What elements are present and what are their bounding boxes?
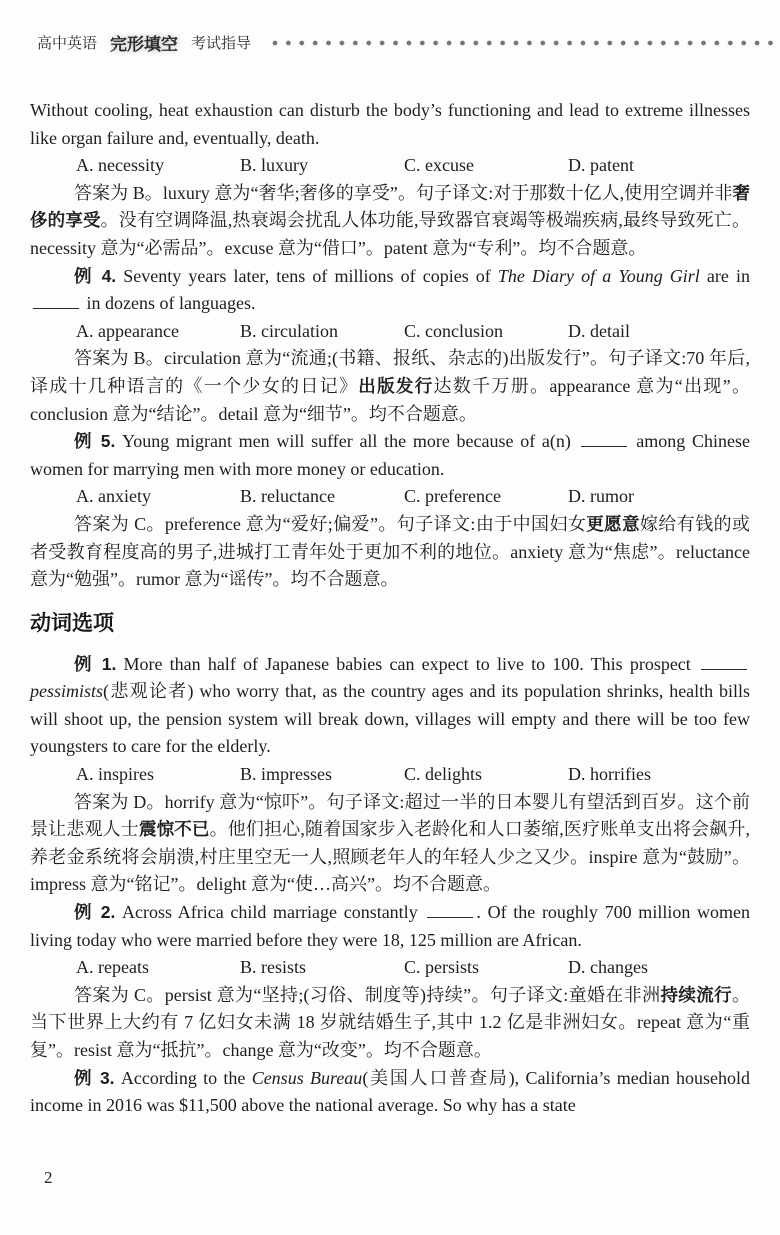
text-run: 例 4. xyxy=(74,265,117,286)
section-heading: 动词选项 xyxy=(30,611,114,635)
text-run: 例 3. xyxy=(74,1067,115,1088)
header-topic-label: 完形填空 xyxy=(110,35,179,54)
page-footer xyxy=(44,1168,53,1188)
text-run: Across Africa child marriage constantly xyxy=(115,902,425,923)
page-body xyxy=(30,97,750,1120)
text-run: . Of the roughly 700 million women living today who were married before they were 18, 125 million are African. xyxy=(30,902,750,950)
answer-paragraph xyxy=(30,511,750,594)
option: D. changes xyxy=(568,957,648,978)
text-run: Seventy years later, tens of millions of copies of xyxy=(116,265,498,286)
option: A. repeats xyxy=(76,957,149,978)
text-run: 答案为 B。circulation 意为“流通;(书籍、报纸、杂志的)出版发行”。句子译文:70 年后,译成十几种语言的《一个少女的日记》 xyxy=(30,348,750,396)
options-row xyxy=(30,152,750,180)
option: D. patent xyxy=(568,155,634,176)
header-course-label: 高中英语 xyxy=(37,35,98,52)
option: A. necessity xyxy=(76,155,164,176)
example-paragraph xyxy=(30,899,750,954)
answer-paragraph xyxy=(30,180,750,263)
running-head xyxy=(37,30,780,55)
option: C. delights xyxy=(404,764,483,785)
text-run: 例 2. xyxy=(74,902,116,923)
answer-paragraph xyxy=(30,345,750,428)
option: B. luxury xyxy=(240,155,309,176)
text-run: 例 5. xyxy=(74,431,116,452)
example-paragraph xyxy=(30,263,750,318)
example-paragraph xyxy=(30,651,750,761)
text-run: 例 1. xyxy=(74,653,117,674)
text-run: 更愿意 xyxy=(586,513,640,534)
text-run: The Diary of a Young Girl xyxy=(497,265,700,286)
answer-blank xyxy=(33,291,79,309)
text-run: 答案为 C。persist 意为“坚持;(习俗、制度等)持续”。句子译文:童婚在非洲 xyxy=(74,984,661,1005)
option: C. conclusion xyxy=(404,320,503,341)
passage-paragraph xyxy=(30,97,750,152)
option: B. reluctance xyxy=(240,486,335,507)
text-run: (美国人口普查局), California’s median household income in 2016 was $11,500 above the national average. So why has a state xyxy=(30,1067,750,1116)
text-run: 持续流行 xyxy=(660,984,733,1005)
dotted-leader xyxy=(269,37,780,49)
text-run: are in xyxy=(699,265,750,286)
answer-blank xyxy=(427,900,473,918)
text-run: Without cooling, heat exhaustion can disturb the body’s functioning and lead to extreme illnesses like organ failure and, eventually, death. xyxy=(30,100,750,148)
text-run: 答案为 D。horrify 意为“惊吓”。句子译文:超过一半的日本婴儿有望活到百岁。这个前景让悲观人士 xyxy=(30,791,750,840)
option: A. anxiety xyxy=(76,486,151,507)
text-run: 震惊不已 xyxy=(138,819,210,840)
header-subtitle-label: 考试指导 xyxy=(191,35,252,52)
text-run: Census Bureau xyxy=(251,1067,363,1088)
text-run: 。没有空调降温,热衰竭会扰乱人体功能,导致器官衰竭等极端疾病,最终导致死亡。necessity 意为“必需品”。excuse 意为“借口”。patent 意为“专利”。均不合题意。 xyxy=(30,210,751,258)
example-paragraph xyxy=(30,1065,750,1120)
text-run: 达数千万册。appearance 意为“出现”。conclusion 意为“结论”。detail 意为“细节”。均不合题意。 xyxy=(30,375,750,424)
option: B. impresses xyxy=(240,764,332,785)
text-run: More than half of Japanese babies can expect to live to 100. This prospect xyxy=(116,653,698,674)
answer-blank xyxy=(701,652,747,670)
text-run: pessimists xyxy=(30,681,104,702)
text-run: among Chinese women for marrying men with more money or education. xyxy=(30,431,750,479)
text-run: 。当下世界上大约有 7 亿妇女未满 18 岁就结婚生子,其中 1.2 亿是非洲妇女。repeat 意为“重复”。resist 意为“抵抗”。change 意为“改变”。均不合题意。 xyxy=(30,984,751,1060)
option: D. rumor xyxy=(568,486,634,507)
option: A. inspires xyxy=(76,764,154,785)
answer-blank xyxy=(581,429,627,447)
options-row xyxy=(30,483,750,511)
option: C. persists xyxy=(404,957,480,978)
options-row xyxy=(30,761,750,789)
text-run: (悲观论者) who worry that, as the country ages and its population shrinks, health bills will shoot up, the pension system will break down, villages will empty and there will be too few youngsters to care for the elderly. xyxy=(30,681,750,757)
option: B. resists xyxy=(240,957,307,978)
option: D. detail xyxy=(568,320,630,341)
option: D. horrifies xyxy=(568,764,651,785)
example-paragraph xyxy=(30,428,750,483)
options-row xyxy=(30,954,750,982)
page-number: 2 xyxy=(44,1168,53,1187)
option: A. appearance xyxy=(76,320,179,341)
text-run: Young migrant men will suffer all the more because of a(n) xyxy=(115,431,578,452)
option: C. preference xyxy=(404,486,501,507)
answer-paragraph xyxy=(30,982,750,1065)
options-row xyxy=(30,318,750,346)
text-run: 嫁给有钱的或者受教育程度高的男子,进城打工青年处于更加不利的地位。anxiety 意为“焦虑”。reluctance 意为“勉强”。rumor 意为“谣传”。均不合题意。 xyxy=(30,513,751,590)
text-run: 答案为 B。luxury 意为“奢华;奢侈的享受”。句子译文:对于那数十亿人,使用空调并非 xyxy=(74,182,733,203)
text-run: 出版发行 xyxy=(358,375,434,396)
text-run: 奢侈的享受 xyxy=(30,182,750,231)
text-run: According to the xyxy=(114,1067,252,1088)
option: C. excuse xyxy=(404,155,474,176)
option: B. circulation xyxy=(240,320,338,341)
text-run: in dozens of languages. xyxy=(82,293,256,314)
text-run: 。他们担心,随着国家步入老龄化和人口萎缩,医疗账单支出将会飙升,养老金系统将会崩溃,村庄里空无一人,照顾老年人的年轻人少之又少。inspire 意为“鼓励”。impress 意为“铭记”。delight 意为“使…高兴”。均不合题意。 xyxy=(30,819,751,895)
text-run: 答案为 C。preference 意为“爱好;偏爱”。句子译文:由于中国妇女 xyxy=(74,513,587,534)
answer-paragraph xyxy=(30,789,750,899)
